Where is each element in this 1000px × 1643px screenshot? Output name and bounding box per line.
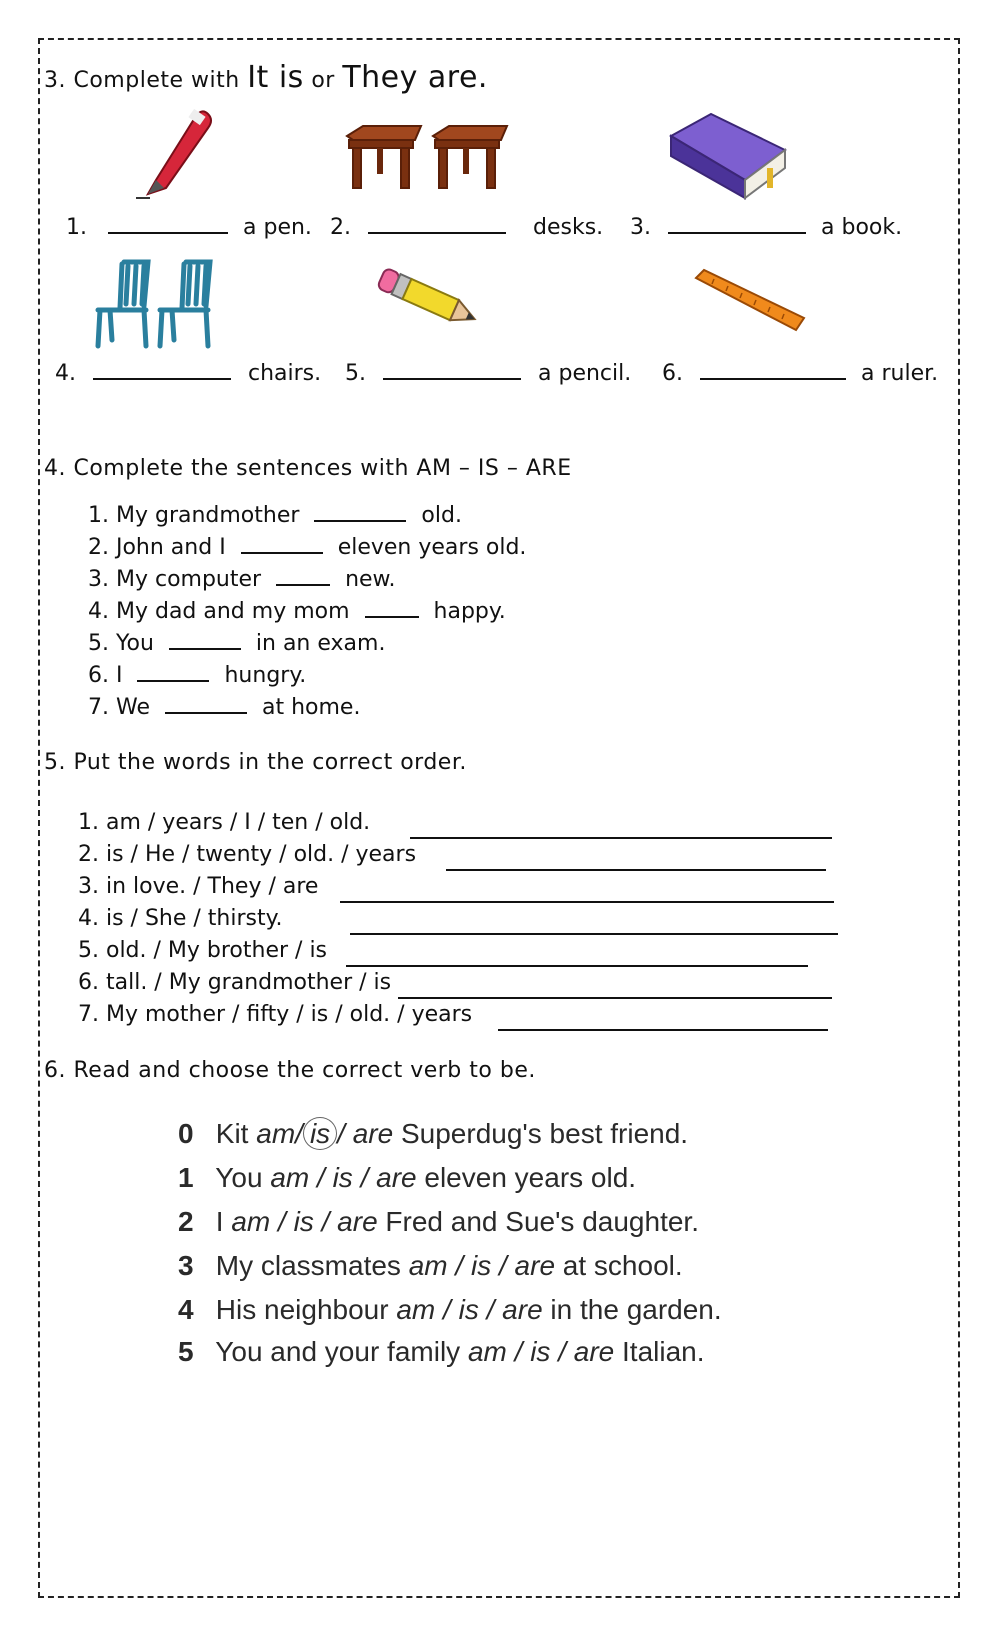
s3-item: 5. a pencil.	[345, 358, 631, 386]
option-am[interactable]: am	[256, 1118, 296, 1149]
s6-item: 0 Kit am/ is / are Superdug's best friend.	[178, 1118, 689, 1149]
s4-item: 6. I hungry.	[88, 660, 306, 688]
option-are[interactable]: are	[376, 1162, 417, 1193]
answer-blank[interactable]	[108, 212, 228, 234]
option-are[interactable]: are	[337, 1206, 378, 1237]
s5-item: 5. old. / My brother / is	[78, 938, 328, 963]
s4-item: 5. You in an exam.	[88, 628, 385, 656]
pencil-icon	[372, 268, 486, 334]
answer-line[interactable]	[346, 965, 808, 967]
answer-blank[interactable]	[368, 212, 506, 234]
answer-blank[interactable]	[668, 212, 806, 234]
ruler-icon	[690, 266, 810, 338]
chairs-icon	[92, 258, 220, 350]
option-am[interactable]: am	[231, 1206, 271, 1237]
s5-item: 6. tall. / My grandmother / is	[78, 970, 392, 995]
s3-item: 6. a ruler.	[662, 358, 938, 386]
answer-line[interactable]	[340, 901, 834, 903]
section5-title: 5. Put the words in the correct order.	[44, 750, 467, 775]
s5-item: 4. is / She / thirsty.	[78, 906, 283, 931]
section3-title: 3. Complete with It is or They are.	[44, 60, 488, 95]
option-am[interactable]: am	[467, 1336, 507, 1367]
option-is[interactable]: is	[470, 1250, 492, 1281]
option-is[interactable]: is	[332, 1162, 353, 1193]
option-is[interactable]: is	[458, 1294, 479, 1325]
answer-blank[interactable]	[165, 692, 247, 714]
s4-item: 2. John and I eleven years old.	[88, 532, 526, 560]
answer-line[interactable]	[410, 837, 832, 839]
answer-blank[interactable]	[700, 358, 846, 380]
s3-item: 2. desks.	[330, 212, 603, 240]
s6-item: 3 My classmates am / is / are at school.	[178, 1250, 683, 1281]
option-is[interactable]: is	[530, 1336, 551, 1367]
s3-item: 3. a book.	[630, 212, 902, 240]
answer-line[interactable]	[350, 933, 838, 935]
answer-blank[interactable]	[383, 358, 521, 380]
s6-item: 5 You and your family am / is / are Italian.	[178, 1336, 705, 1367]
s6-item: 4 His neighbour am / is / are in the garden.	[178, 1294, 722, 1325]
option-is-circled[interactable]: is	[303, 1117, 337, 1150]
option-are[interactable]: are	[502, 1294, 543, 1325]
section6-title: 6. Read and choose the correct verb to be.	[44, 1058, 536, 1083]
s4-item: 4. My dad and my mom happy.	[88, 596, 506, 624]
s5-item: 1. am / years / I / ten / old.	[78, 810, 371, 835]
option-is[interactable]: is	[293, 1206, 314, 1237]
answer-blank[interactable]	[93, 358, 231, 380]
answer-line[interactable]	[446, 869, 826, 871]
answer-blank[interactable]	[169, 628, 241, 650]
desks-icon	[343, 122, 513, 194]
section4-title: 4. Complete the sentences with AM – IS – ARE	[44, 456, 572, 481]
option-are[interactable]: are	[352, 1118, 394, 1149]
answer-blank[interactable]	[314, 500, 406, 522]
answer-blank[interactable]	[276, 564, 330, 586]
s5-item: 2. is / He / twenty / old. / years	[78, 842, 417, 867]
answer-blank[interactable]	[241, 532, 323, 554]
answer-blank[interactable]	[365, 596, 419, 618]
option-are[interactable]: are	[573, 1336, 615, 1367]
answer-blank[interactable]	[137, 660, 209, 682]
s5-item: 7. My mother / fifty / is / old. / years	[78, 1002, 473, 1027]
option-am[interactable]: am	[396, 1294, 436, 1325]
s3-item: 1. a pen.	[66, 212, 312, 240]
option-am[interactable]: am	[408, 1250, 448, 1281]
s3-item: 4. chairs.	[55, 358, 321, 386]
answer-line[interactable]	[498, 1029, 828, 1031]
s4-item: 7. We at home.	[88, 692, 360, 720]
s5-item: 3. in love. / They / are	[78, 874, 319, 899]
book-icon	[663, 110, 793, 204]
s6-item: 1 You am / is / are eleven years old.	[178, 1162, 637, 1193]
s4-item: 3. My computer new.	[88, 564, 396, 592]
s6-item: 2 I am / is / are Fred and Sue's daughter.	[178, 1206, 699, 1237]
option-are[interactable]: are	[514, 1250, 556, 1281]
answer-line[interactable]	[398, 997, 832, 999]
pen-icon	[128, 108, 218, 204]
option-am[interactable]: am	[270, 1162, 310, 1193]
s4-item: 1. My grandmother old.	[88, 500, 462, 528]
